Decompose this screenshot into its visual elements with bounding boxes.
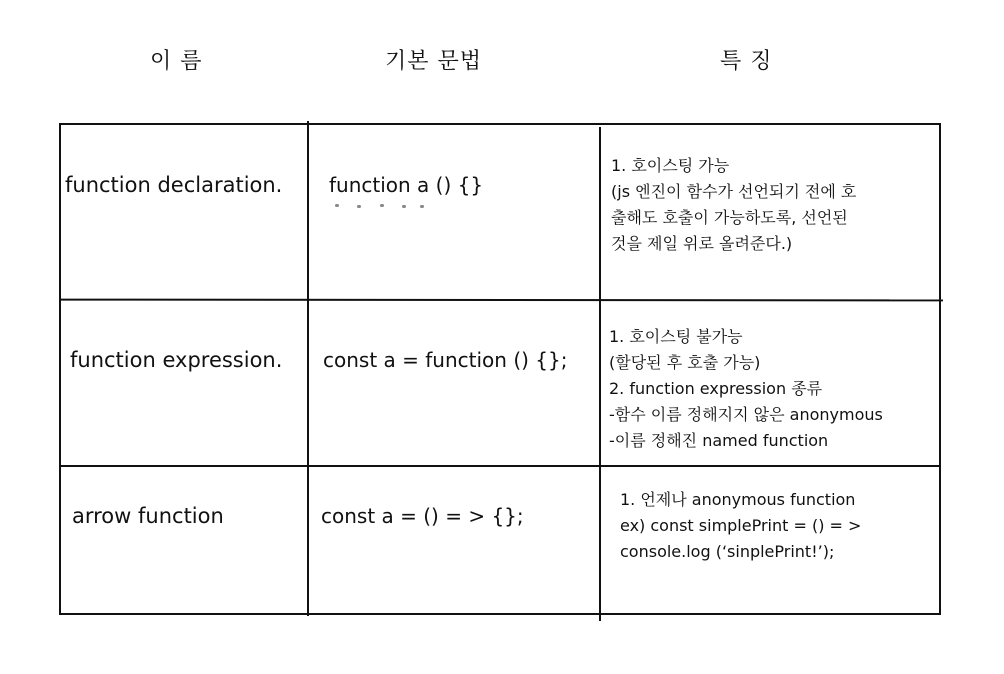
row-divider-1 xyxy=(59,299,943,302)
feature-line: 2. function expression 종류 xyxy=(609,379,823,398)
column-divider-2 xyxy=(599,127,601,621)
feature-line: -함수 이름 정해지지 않은 anonymous xyxy=(609,405,883,424)
feature-line: 출해도 호출이 가능하도록, 선언된 xyxy=(611,208,848,227)
table-left-border xyxy=(59,123,61,615)
pencil-mark xyxy=(420,205,424,208)
row-1-name: function declaration. xyxy=(65,173,283,197)
feature-line: console.log (‘sinplePrint!’); xyxy=(620,542,835,561)
pencil-mark xyxy=(357,205,361,208)
table-bottom-border xyxy=(59,613,941,615)
row-2-name: function expression. xyxy=(70,348,283,372)
pencil-mark xyxy=(335,204,339,207)
pencil-mark xyxy=(402,205,406,208)
column-divider-1 xyxy=(307,121,309,616)
feature-line: 1. 호이스팅 불가능 xyxy=(609,327,743,346)
row-3-name: arrow function xyxy=(72,504,224,528)
table-right-border xyxy=(939,123,941,615)
row-3-features xyxy=(620,487,861,565)
pencil-mark xyxy=(380,204,384,207)
feature-line: 1. 언제나 anonymous function xyxy=(620,490,856,509)
row-2-features xyxy=(609,324,883,454)
row-divider-2 xyxy=(59,465,941,467)
row-1-syntax: function a () {} xyxy=(329,173,484,197)
row-2-syntax: const a = function () {}; xyxy=(323,348,568,372)
feature-line: -이름 정해진 named function xyxy=(609,431,829,450)
feature-line: (할당된 후 호출 가능) xyxy=(609,353,761,372)
feature-line: ex) const simplePrint = () = > xyxy=(620,516,862,535)
header-name: 이 름 xyxy=(150,49,203,74)
row-3-syntax: const a = () = > {}; xyxy=(321,504,524,528)
feature-line: (js 엔진이 함수가 선언되기 전에 호 xyxy=(611,182,857,201)
feature-line: 것을 제일 위로 올려준다.) xyxy=(611,234,793,253)
row-1-features xyxy=(611,153,856,257)
header-syntax: 기본 문법 xyxy=(385,49,483,74)
header-feature: 특 징 xyxy=(720,49,773,74)
feature-line: 1. 호이스팅 가능 xyxy=(611,156,730,175)
table-top-border xyxy=(59,123,941,125)
